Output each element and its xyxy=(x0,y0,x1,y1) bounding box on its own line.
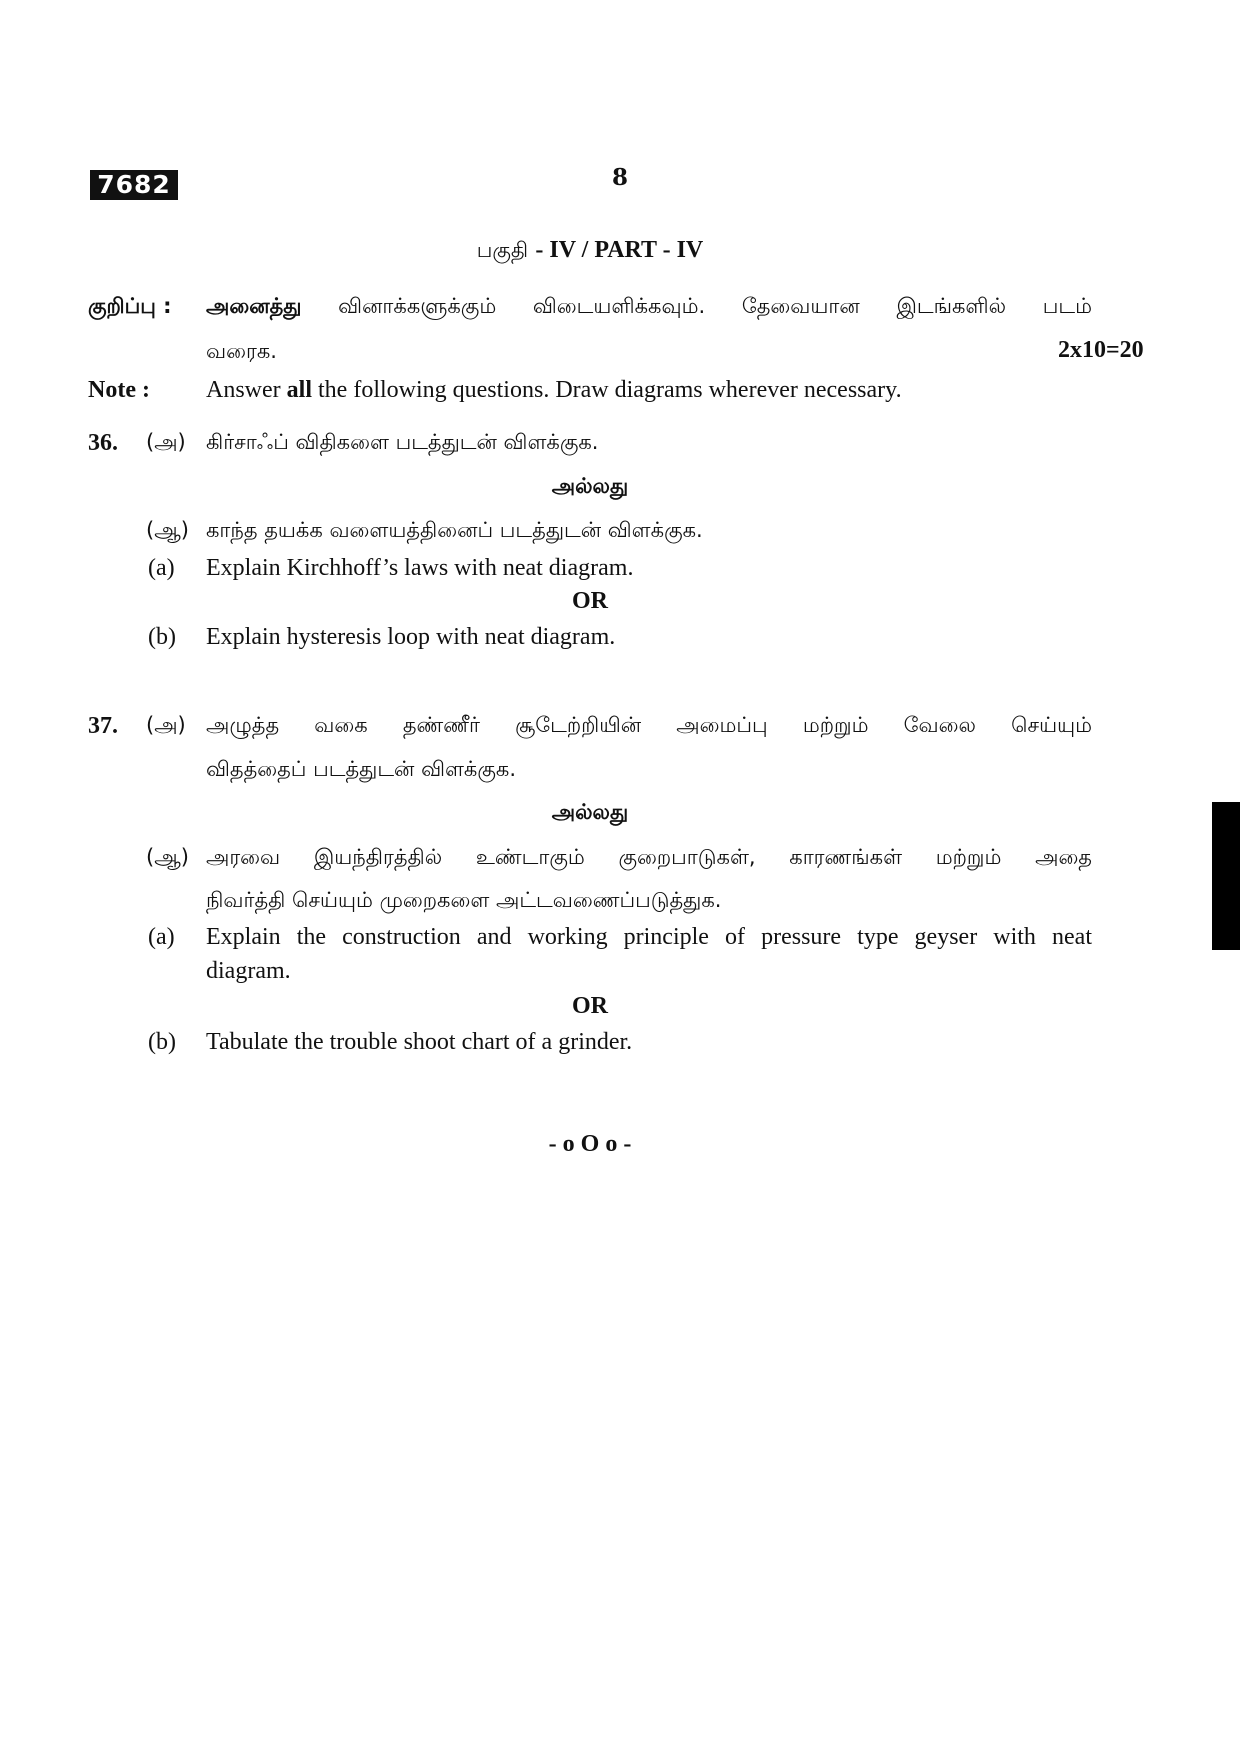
question-36-b-marker: (b) xyxy=(148,624,176,650)
question-36-b-tamil: காந்த தயக்க வளையத்தினைப் படத்துடன் விளக்குக. xyxy=(206,518,703,542)
marks-allocation: 2x10=20 xyxy=(1058,337,1144,363)
question-37-or-tamil: அல்லது xyxy=(551,800,629,824)
part-title xyxy=(0,237,1180,265)
question-37-a-tamil-marker: (அ) xyxy=(146,713,186,737)
question-36-b-tamil-marker: (ஆ) xyxy=(146,518,189,542)
part-title-rest: - IV / PART - IV xyxy=(535,237,704,263)
question-37-b-tamil-line2: நிவர்த்தி செய்யும் முறைகளை அட்டவணைப்படுத்துக. xyxy=(206,888,722,912)
note-english-bold: all xyxy=(286,377,312,403)
note-english-pre: Answer xyxy=(206,377,281,403)
paper-code-badge: 7682 xyxy=(90,170,178,200)
end-of-paper-mark: - o O o - xyxy=(548,1131,632,1157)
question-37-a-tamil-line1: அழுத்த வகை தண்ணீர் சூடேற்றியின் அமைப்பு மற்றும் வேலை செய்யும் xyxy=(206,713,1092,737)
question-36-b-english: Explain hysteresis loop with neat diagram. xyxy=(206,624,616,650)
note-tamil-text: வினாக்களுக்கும் விடையளிக்கவும். தேவையான இடங்களில் படம் xyxy=(338,294,1092,318)
question-37-or-english: OR xyxy=(572,993,608,1019)
note-tamil-label: குறிப்பு : xyxy=(88,294,172,318)
part-title-tamil: பகுதி xyxy=(476,238,529,262)
note-english-post: the following questions. Draw diagrams wherever necessary. xyxy=(318,377,902,403)
question-37-a-tamil-line2: விதத்தைப் படத்துடன் விளக்குக. xyxy=(206,757,517,781)
question-37-a-english-line2: diagram. xyxy=(206,958,291,984)
note-english-label: Note : xyxy=(88,377,150,403)
question-37-a-marker: (a) xyxy=(148,924,175,950)
page-edge-tab xyxy=(1212,802,1240,950)
question-37-b-english: Tabulate the trouble shoot chart of a grinder. xyxy=(206,1029,633,1055)
note-english-text xyxy=(206,377,902,404)
note-tamil-line2: வரைக. xyxy=(206,339,277,363)
question-36-a-marker: (a) xyxy=(148,555,175,581)
question-37-b-tamil-marker: (ஆ) xyxy=(146,845,189,869)
question-36-or-english: OR xyxy=(572,588,608,614)
question-36-or-tamil: அல்லது xyxy=(551,474,629,498)
note-tamil-line1 xyxy=(206,294,1092,321)
question-37-number: 37. xyxy=(88,713,118,739)
question-36-number: 36. xyxy=(88,430,118,456)
question-37-a-english-line1: Explain the construction and working principle of pressure type geyser with neat xyxy=(206,924,1092,950)
question-37-b-tamil-line1: அரவை இயந்திரத்தில் உண்டாகும் குறைபாடுகள், காரணங்கள் மற்றும் அதை xyxy=(206,845,1092,869)
page-number: 8 xyxy=(611,164,628,191)
question-36-a-tamil: கிர்சாஃப் விதிகளை படத்துடன் விளக்குக. xyxy=(206,430,599,454)
question-36-a-english: Explain Kirchhoff’s laws with neat diagram. xyxy=(206,555,634,581)
question-36-a-tamil-marker: (அ) xyxy=(146,430,186,454)
question-37-b-marker: (b) xyxy=(148,1029,176,1055)
note-tamil-bold: அனைத்து xyxy=(206,294,302,318)
